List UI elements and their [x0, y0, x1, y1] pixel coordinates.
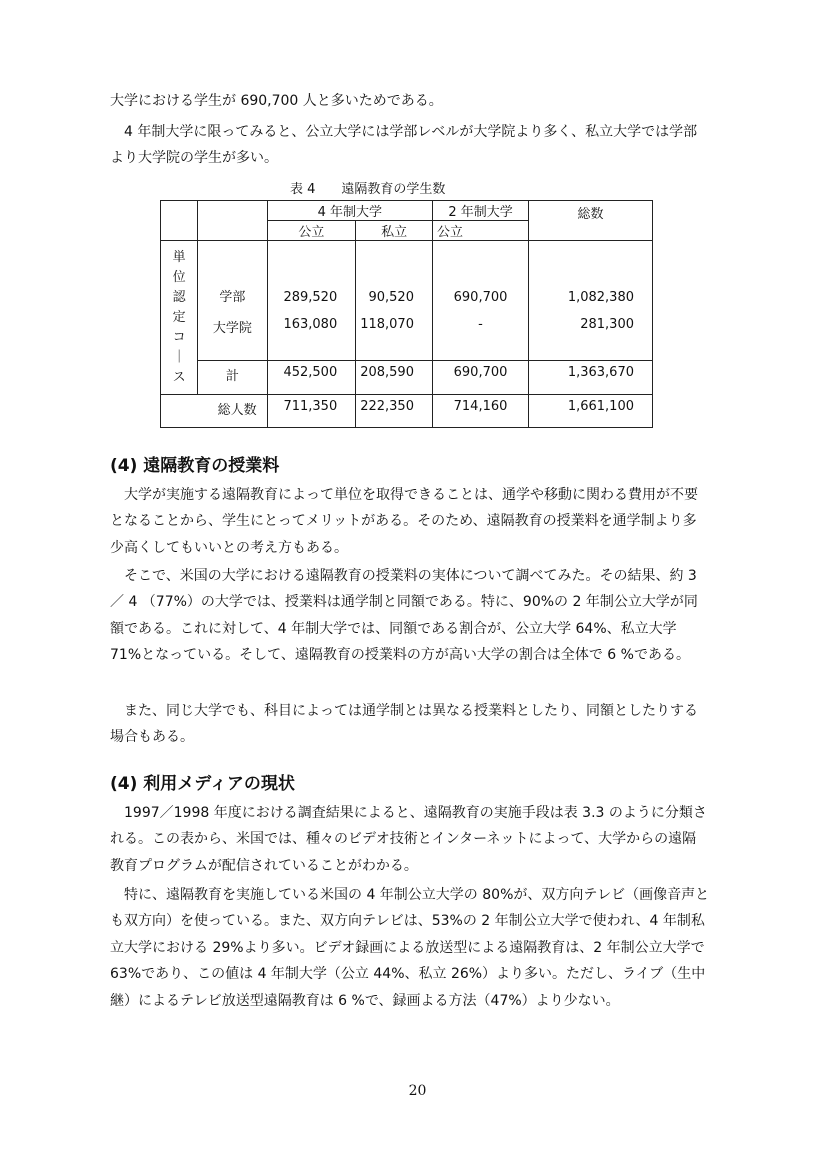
header-empty-corner [161, 201, 198, 241]
row-group-label: 単 位 認 定 コ ｜ ス [161, 241, 198, 395]
header-private: 私立 [356, 221, 433, 241]
header-public: 公立 [267, 221, 356, 241]
intro-paragraph-2: 4 年制大学に限ってみると、公立大学には学部レベルが大学院より多く、私立大学では学部より大学院の学生が多い。 [110, 124, 698, 167]
section-heading-tuition: (4) 遠隔教育の授業料 [110, 456, 280, 476]
tuition-paragraph-2: そこで、米国の大学における遠隔教育の授業料の実体について調べてみた。その結果、約 3 ／ 4 （77%）の大学では、授業料は通学制と同額である。特に、90%の 2 年制公立大学が同額である。これに対して、4 年制大学では、同額である割合が、公立大学 64%、私立大学 71%となっている。そして、遠隔教育の授業料の方が高い大学の割合は全体で 6 %である。 [110, 568, 698, 664]
cell-value: 222,350 [356, 395, 433, 428]
media-paragraph-1: 1997／1998 年度における調査結果によると、遠隔教育の実施手段は表 3.3 のように分類される。この表から、米国では、種々のビデオ技術とインターネットによって、大学からの遠隔教育プログラムが配信されていることがわかる。 [110, 805, 707, 874]
cell-value: - [432, 313, 528, 361]
cell-value: 690,700 [432, 241, 528, 313]
tuition-paragraph-3: また、同じ大学でも、科目によっては通学制とは異なる授業料としたり、同額としたりする場合もある。 [110, 703, 698, 746]
table-row-subtotal [161, 361, 653, 395]
table-row-graduate [161, 313, 653, 361]
table-header-row-1 [161, 201, 653, 221]
section-heading-media: (4) 利用メディアの現状 [110, 774, 295, 794]
row-label: 学部 [198, 241, 267, 313]
cell-value: 714,160 [432, 395, 528, 428]
cell-value: 289,520 [267, 241, 356, 313]
header-empty-label [198, 201, 267, 241]
row-label: 計 [198, 361, 267, 395]
table-row-grand-total [161, 395, 653, 428]
table-row-undergrad [161, 241, 653, 313]
cell-value: 163,080 [267, 313, 356, 361]
cell-value: 281,300 [529, 313, 653, 361]
table-caption: 表 4 遠隔教育の学生数 [290, 182, 446, 197]
tuition-paragraph-1: 大学が実施する遠隔教育によって単位を取得できることは、通学や移動に関わる費用が不要となることから、学生にとってメリットがある。そのため、遠隔教育の授業料を通学制より多少高くしてもいいとの考え方もある。 [110, 487, 698, 556]
cell-value: 1,661,100 [529, 395, 653, 428]
header-public-2: 公立 [432, 221, 528, 241]
student-count-table [160, 200, 653, 428]
row-label: 総人数 [161, 395, 268, 428]
page-number: 20 [408, 1083, 427, 1099]
header-two-year: 2 年制大学 [432, 201, 528, 221]
intro-paragraph-1: 大学における学生が 690,700 人と多いためである。 [110, 93, 443, 109]
media-paragraph-2: 特に、遠隔教育を実施している米国の 4 年制公立大学の 80%が、双方向テレビ（画像音声とも双方向）を使っている。また、双方向テレビは、53%の 2 年制公立大学で使われ、4 年制私立大学における 29%より多い。ビデオ録画による放送型による遠隔教育は、2 年制公立大学で 63%であり、この値は 4 年制大学（公立 44%、私立 26%）より多い。ただし、ライブ（生中継）によるテレビ放送型遠隔教育は 6 %で、録画よる方法（47%）より少ない。 [110, 887, 710, 1009]
cell-value: 1,082,380 [529, 241, 653, 313]
cell-value: 711,350 [267, 395, 356, 428]
cell-value: 452,500 [267, 361, 356, 395]
row-label: 大学院 [198, 313, 267, 361]
cell-value: 690,700 [432, 361, 528, 395]
header-four-year: 4 年制大学 [267, 201, 432, 221]
cell-value: 90,520 [356, 241, 433, 313]
cell-value: 118,070 [356, 313, 433, 361]
cell-value: 208,590 [356, 361, 433, 395]
header-total: 総数 [529, 201, 653, 241]
cell-value: 1,363,670 [529, 361, 653, 395]
